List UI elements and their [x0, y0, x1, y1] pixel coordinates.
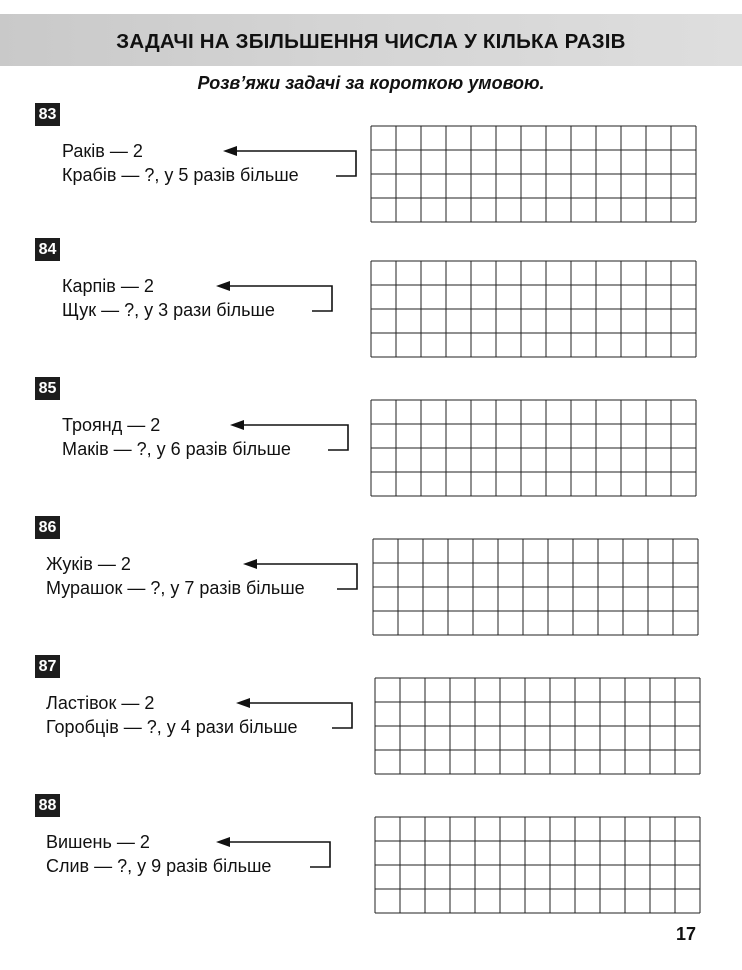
task-86 [0, 516, 742, 646]
task-number-badge: 87 [35, 655, 60, 678]
question-line: Крабів — ?, у 5 разів більше [62, 165, 299, 185]
task-number-badge: 83 [35, 103, 60, 126]
page-title: ЗАДАЧІ НА ЗБІЛЬШЕННЯ ЧИСЛА У КІЛЬКА РАЗІВ [116, 30, 626, 53]
comparison-arrow-icon [215, 141, 365, 181]
given-line: Раків — 2 [62, 141, 143, 161]
page-number: 17 [676, 924, 697, 944]
question-line: Щук — ?, у 3 рази більше [62, 300, 275, 320]
comparison-arrow-icon [222, 415, 357, 455]
title-banner [0, 14, 742, 66]
given-line: Троянд — 2 [62, 415, 161, 435]
answer-grid[interactable] [370, 125, 700, 225]
given-line: Ластівок — 2 [46, 693, 155, 713]
question-line: Маків — ?, у 6 разів більше [62, 439, 291, 459]
task-85 [0, 377, 742, 507]
question-line: Слив — ?, у 9 разів більше [46, 856, 272, 876]
answer-grid[interactable] [370, 399, 700, 499]
task-number-badge: 85 [35, 377, 60, 400]
task-87 [0, 655, 742, 785]
given-line: Жуків — 2 [46, 554, 131, 574]
comparison-arrow-icon [208, 832, 338, 872]
comparison-arrow-icon [235, 554, 370, 594]
instruction-text: Розв’яжи задачі за короткою умовою. [197, 73, 545, 93]
question-line: Мурашок — ?, у 7 разів більше [46, 578, 305, 598]
given-line: Вишень — 2 [46, 832, 150, 852]
task-number-badge: 84 [35, 238, 60, 261]
answer-grid[interactable] [370, 260, 700, 360]
task-number-badge: 86 [35, 516, 60, 539]
question-line: Горобців — ?, у 4 рази більше [46, 717, 298, 737]
task-88 [0, 794, 742, 924]
task-83 [0, 103, 742, 233]
answer-grid[interactable] [374, 816, 704, 916]
task-number-badge: 88 [35, 794, 60, 817]
given-line: Карпів — 2 [62, 276, 154, 296]
answer-grid[interactable] [372, 538, 702, 638]
comparison-arrow-icon [208, 276, 338, 316]
comparison-arrow-icon [228, 693, 363, 733]
task-84 [0, 238, 742, 368]
answer-grid[interactable] [374, 677, 704, 777]
